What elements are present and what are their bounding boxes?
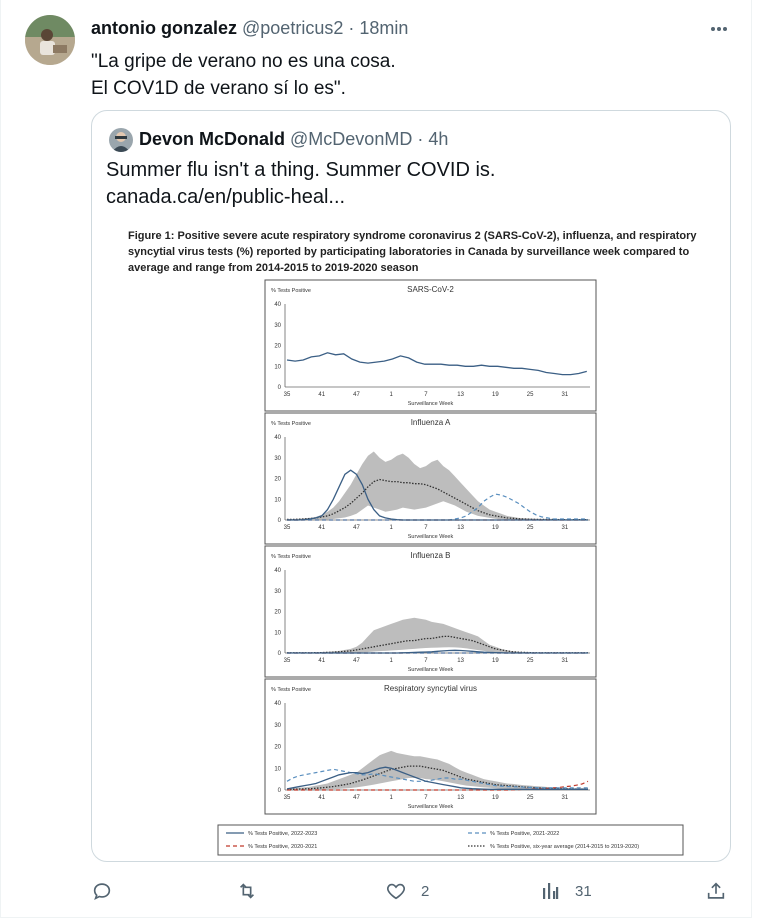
chart-title: Influenza B (410, 551, 451, 560)
y-tick-label: 10 (274, 497, 281, 504)
x-tick-label: 13 (457, 658, 464, 664)
x-tick-label: 7 (424, 795, 428, 801)
like-count: 2 (421, 882, 430, 900)
chart-title: Respiratory syncytial virus (384, 684, 477, 693)
figure-charts (128, 228, 700, 858)
y-tick-label: 40 (274, 701, 281, 707)
x-axis-label: Surveillance Week (407, 667, 454, 673)
x-tick-label: 35 (283, 658, 291, 664)
x-tick-label: 7 (424, 392, 428, 398)
x-tick-label: 41 (318, 525, 326, 531)
y-tick-label: 30 (274, 588, 281, 595)
y-tick-label: 0 (277, 651, 281, 657)
x-tick-label: 47 (353, 525, 360, 531)
chart-title: SARS-CoV-2 (407, 285, 454, 294)
y-axis-label: % Tests Positive (271, 421, 311, 427)
retweet-icon (235, 880, 259, 902)
x-axis-label: Surveillance Week (407, 804, 454, 810)
y-tick-label: 30 (274, 722, 281, 729)
x-tick-label: 41 (318, 392, 326, 398)
x-tick-label: 41 (318, 658, 326, 664)
quoted-time[interactable]: 4h (428, 129, 449, 149)
legend-label: % Tests Positive, six-year average (2014-2015 to 2019-2020) (490, 844, 640, 850)
figure-title: Figure 1: Positive severe acute respiratory syndrome coronavirus 2 (SARS-CoV-2), influenza, and respiratory syncytial virus tests (%) reported by participating laboratories in Canada by surveillance week compared to average and range from 2014-2015 to 2019-2020 season (128, 230, 697, 274)
tweet-time[interactable]: 18min (359, 18, 409, 38)
quoted-text: Summer flu isn't a thing. Summer COVID is. canada.ca/en/public-heal... (106, 159, 496, 208)
x-axis-label: Surveillance Week (407, 534, 454, 540)
x-tick-label: 25 (526, 525, 534, 531)
y-tick-label: 40 (274, 302, 281, 308)
x-tick-label: 19 (492, 795, 499, 801)
legend-label: % Tests Positive, 2020-2021 (248, 844, 318, 850)
x-tick-label: 1 (389, 392, 393, 398)
views-count: 31 (575, 882, 592, 900)
legend-label: % Tests Positive, 2022-2023 (248, 831, 318, 837)
y-tick-label: 20 (274, 609, 281, 616)
y-axis-label: % Tests Positive (271, 288, 311, 294)
like-button[interactable] (385, 876, 429, 906)
x-tick-label: 7 (424, 658, 428, 664)
x-tick-label: 19 (492, 525, 499, 531)
quoted-author-handle[interactable]: @McDevonMD (290, 129, 413, 149)
x-tick-label: 31 (561, 392, 569, 398)
heart-icon (385, 880, 407, 902)
y-tick-label: 20 (274, 476, 281, 483)
author-handle[interactable]: @poetricus2 (242, 18, 344, 38)
tweet-text: "La gripe de verano no es una cosa. El COV1D de verano sí lo es". (91, 51, 396, 99)
x-tick-label: 47 (353, 658, 360, 664)
y-tick-label: 40 (274, 568, 281, 574)
retweet-button[interactable] (235, 876, 273, 906)
x-tick-label: 7 (424, 525, 428, 531)
x-tick-label: 35 (283, 795, 291, 801)
x-tick-label: 1 (389, 525, 393, 531)
reply-icon (91, 880, 113, 902)
y-axis-label: % Tests Positive (271, 554, 311, 560)
x-tick-label: 35 (283, 392, 291, 398)
more-button[interactable] (711, 18, 733, 38)
y-tick-label: 30 (274, 322, 281, 329)
x-axis-label: Surveillance Week (407, 401, 454, 407)
x-tick-label: 35 (283, 525, 291, 531)
more-icon (711, 27, 715, 31)
figure-image[interactable] (128, 228, 700, 858)
x-tick-label: 47 (353, 392, 360, 398)
x-tick-label: 25 (526, 392, 534, 398)
y-tick-label: 20 (274, 744, 281, 751)
chart-title: Influenza A (410, 418, 451, 427)
views-button[interactable] (541, 876, 592, 906)
x-tick-label: 47 (353, 795, 360, 801)
y-tick-label: 0 (277, 518, 281, 524)
y-tick-label: 20 (274, 343, 281, 350)
x-tick-label: 19 (492, 392, 499, 398)
y-tick-label: 30 (274, 455, 281, 462)
share-icon (705, 880, 727, 902)
quoted-separator: · (417, 129, 424, 149)
x-tick-label: 41 (318, 795, 326, 801)
legend-label: % Tests Positive, 2021-2022 (490, 831, 560, 837)
y-tick-label: 0 (277, 788, 281, 794)
chart-panel-3 (265, 546, 596, 677)
y-tick-label: 0 (277, 385, 281, 391)
x-tick-label: 13 (457, 525, 464, 531)
author-name[interactable]: antonio gonzalez (91, 18, 237, 38)
quoted-author-name[interactable]: Devon McDonald (139, 129, 286, 149)
x-tick-label: 1 (389, 658, 393, 664)
chart-panel-4 (265, 679, 596, 814)
y-tick-label: 10 (274, 630, 281, 637)
tweet-header (91, 16, 408, 40)
x-tick-label: 31 (561, 795, 569, 801)
quoted-header (139, 127, 448, 151)
chart-panel-1 (265, 280, 596, 411)
y-tick-label: 40 (274, 435, 281, 441)
x-tick-label: 25 (526, 795, 534, 801)
x-tick-label: 19 (492, 658, 499, 664)
x-tick-label: 1 (389, 795, 393, 801)
x-tick-label: 25 (526, 658, 534, 664)
quoted-tweet[interactable] (91, 110, 731, 862)
share-button[interactable] (705, 876, 727, 906)
header-separator: · (348, 18, 355, 38)
quoted-author-avatar[interactable] (109, 128, 133, 152)
x-tick-label: 31 (561, 658, 569, 664)
action-bar (1, 876, 753, 906)
x-tick-label: 13 (457, 795, 464, 801)
x-tick-label: 13 (457, 392, 464, 398)
chart-legend (218, 825, 683, 855)
views-icon (541, 880, 561, 902)
reply-button[interactable] (91, 876, 127, 906)
x-tick-label: 31 (561, 525, 569, 531)
y-tick-label: 10 (274, 364, 281, 371)
y-axis-label: % Tests Positive (271, 687, 311, 693)
y-tick-label: 10 (274, 766, 281, 773)
author-avatar[interactable] (25, 15, 75, 65)
